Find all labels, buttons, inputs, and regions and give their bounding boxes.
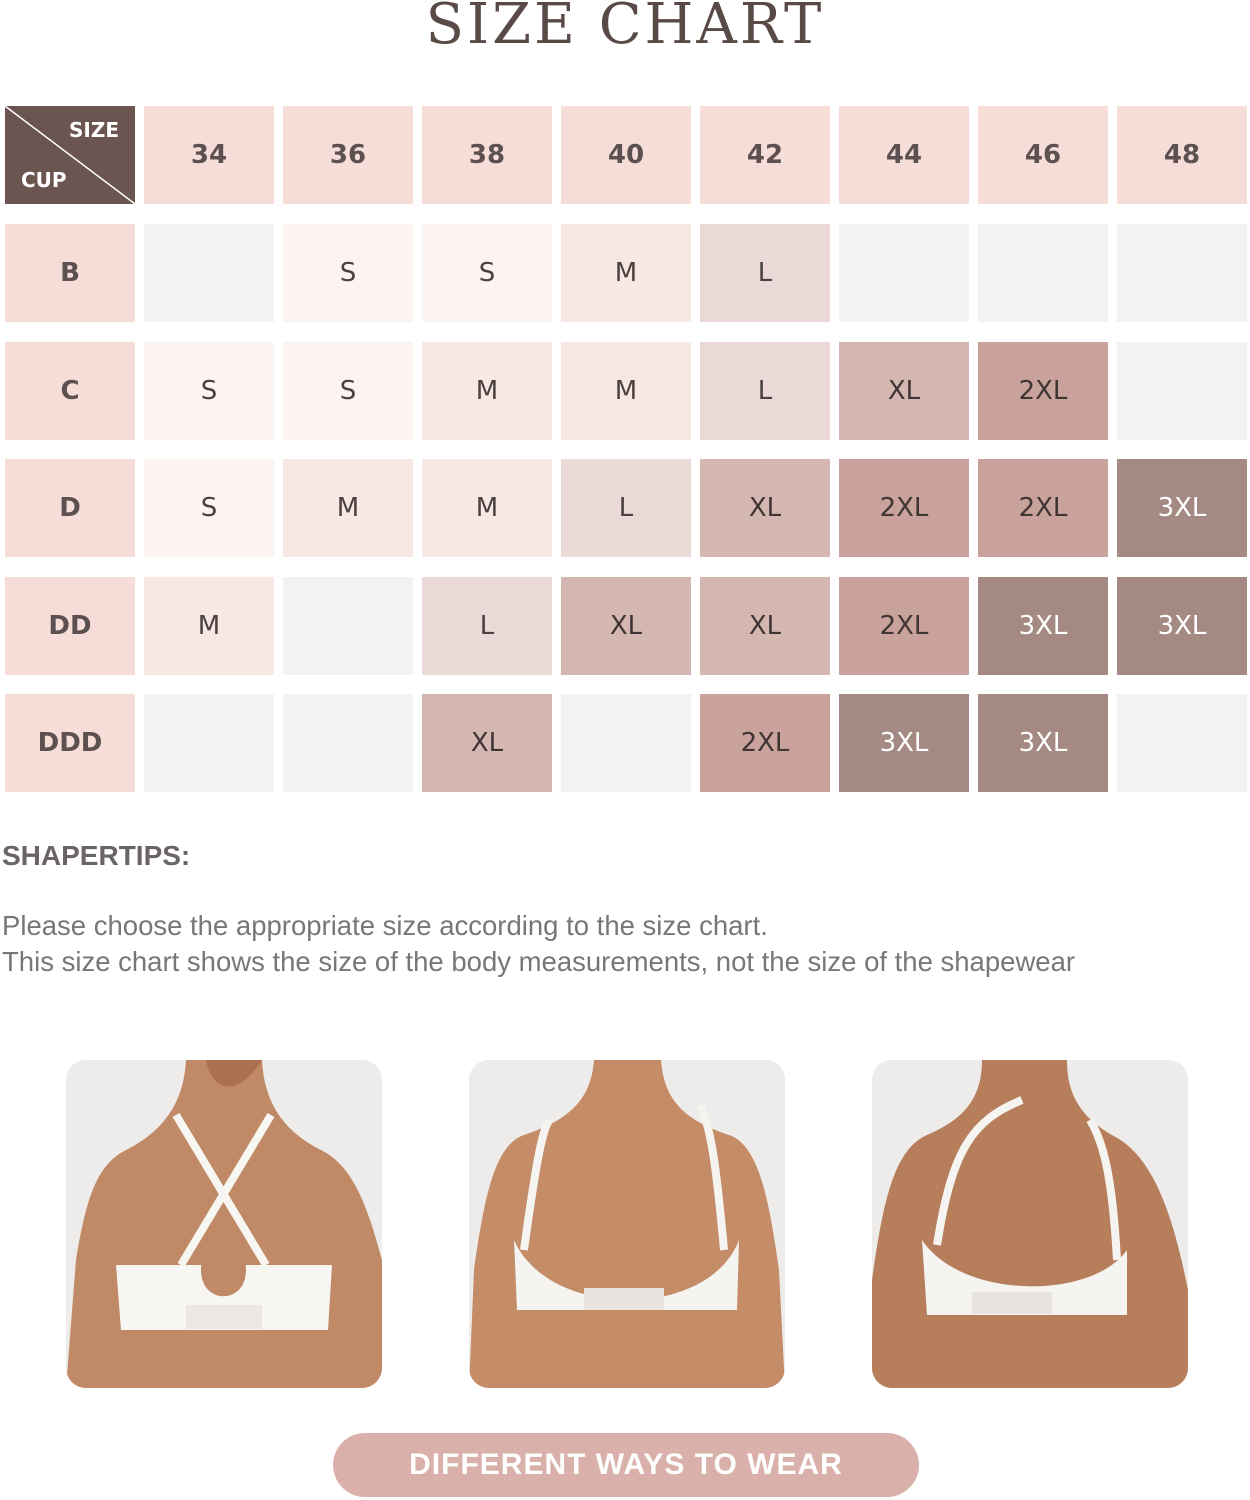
band-size-header: 46: [978, 106, 1108, 204]
band-size-header: 48: [1117, 106, 1247, 204]
tips-line-2: This size chart shows the size of the body measurements, not the size of the shapewear: [2, 946, 1076, 977]
size-cell: 2XL: [978, 342, 1108, 440]
corner-size-label: SIZE: [68, 118, 119, 142]
size-cell: 2XL: [839, 577, 969, 675]
size-cell: 3XL: [1117, 577, 1247, 675]
corner-cup-label: CUP: [21, 168, 67, 192]
size-cell: S: [283, 224, 413, 322]
size-cell: 2XL: [839, 459, 969, 557]
cup-size-header: D: [5, 459, 135, 557]
cup-size-header: B: [5, 224, 135, 322]
band-size-header: 38: [422, 106, 552, 204]
wear-photo-cross-back: [66, 1060, 382, 1388]
size-cell: [561, 694, 691, 792]
size-cell: M: [422, 459, 552, 557]
size-cell: [1117, 694, 1247, 792]
band-size-header: 36: [283, 106, 413, 204]
size-cell: 2XL: [978, 459, 1108, 557]
size-cell: S: [283, 342, 413, 440]
size-cell: L: [561, 459, 691, 557]
size-cell: 3XL: [978, 694, 1108, 792]
size-cell: [978, 224, 1108, 322]
band-size-header: 34: [144, 106, 274, 204]
corner-header-cell: [5, 106, 135, 204]
size-cell: M: [422, 342, 552, 440]
band-size-header: 40: [561, 106, 691, 204]
tips-heading: SHAPERTIPS:: [2, 840, 191, 871]
size-cell: M: [561, 342, 691, 440]
size-cell: 3XL: [978, 577, 1108, 675]
size-cell: [1117, 224, 1247, 322]
wear-photo-side-back: [872, 1060, 1188, 1388]
page-title: SIZE CHART: [425, 0, 825, 57]
cup-size-header: DD: [5, 577, 135, 675]
cup-size-header: C: [5, 342, 135, 440]
cup-size-header: DDD: [5, 694, 135, 792]
wear-photo-u-back: [469, 1060, 785, 1388]
tips-line-1: Please choose the appropriate size according to the size chart.: [2, 910, 768, 941]
size-cell: XL: [700, 577, 830, 675]
size-cell: [144, 694, 274, 792]
size-cell: L: [700, 342, 830, 440]
different-ways-to-wear-button[interactable]: DIFFERENT WAYS TO WEAR: [333, 1433, 919, 1497]
size-cell: 3XL: [1117, 459, 1247, 557]
size-cell: [1117, 342, 1247, 440]
band-size-header: 42: [700, 106, 830, 204]
size-cell: M: [561, 224, 691, 322]
size-cell: [144, 224, 274, 322]
size-cell: XL: [422, 694, 552, 792]
size-cell: [283, 694, 413, 792]
size-cell: [283, 577, 413, 675]
size-cell: 2XL: [700, 694, 830, 792]
size-cell: XL: [561, 577, 691, 675]
size-cell: L: [700, 224, 830, 322]
size-cell: M: [144, 577, 274, 675]
band-size-header: 44: [839, 106, 969, 204]
size-cell: S: [144, 459, 274, 557]
size-cell: [839, 224, 969, 322]
size-cell: S: [422, 224, 552, 322]
size-cell: L: [422, 577, 552, 675]
size-cell: 3XL: [839, 694, 969, 792]
size-cell: XL: [700, 459, 830, 557]
size-cell: XL: [839, 342, 969, 440]
size-cell: S: [144, 342, 274, 440]
size-cell: M: [283, 459, 413, 557]
